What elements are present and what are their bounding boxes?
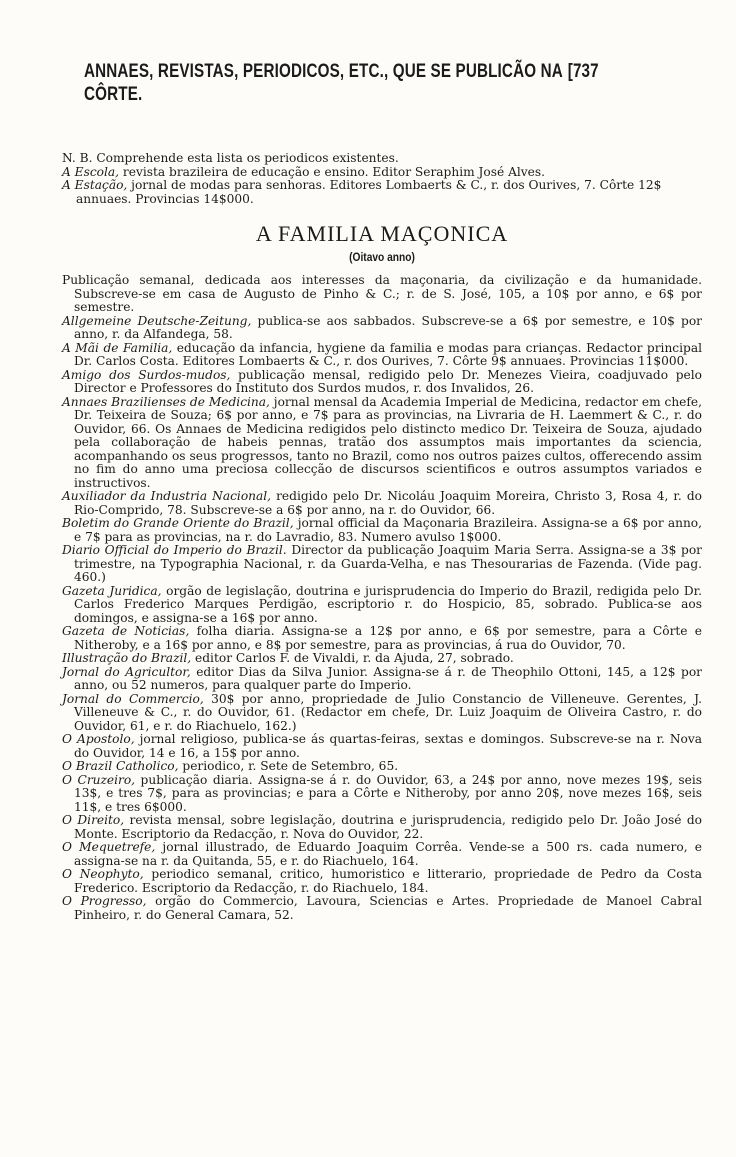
list-item <box>62 868 702 895</box>
entry-text: orgão do Commercio, Lavoura, Sciencias e Artes. Propriedade de Manoel Cabral Pinheiro, r. do General Camara, 52. <box>74 894 702 922</box>
intro-item-text: jornal de modas para senhoras. Editores Lombaerts & C., r. dos Ourives, 7. Côrte 12$ annuaes. Provincias 14$000. <box>76 178 662 206</box>
list-item <box>62 517 702 544</box>
entry-title: Annaes Brazilienses de Medicina, <box>62 394 270 409</box>
list-item <box>62 396 702 491</box>
entry-text: educação da infancia, hygiene da familia e modas para crianças. Redactor principal Dr. Carlos Costa. Editores Lombaerts & C., r. dos Ourives, 7. Côrte 9$ annuaes. Provincias 11$000. <box>74 340 702 369</box>
list-item <box>62 315 702 342</box>
entry-text: redigido pelo Dr. Nicoláu Joaquim Moreira, Christo 3, Rosa 4, r. do Rio-Comprido, 78. Subscreve-se a 6$ por anno, na r. do Ouvidor, 66. <box>74 489 702 517</box>
list-item <box>62 693 702 734</box>
entry-text: publicação diaria. Assigna-se á r. do Ouvidor, 63, a 24$ por anno, nove mezes 19$, seis 13$, e tres 7$, para as provincias; e para a Côrte e Nitheroby, por anno 20$, nove mezes 16$, seis 11$, e tres 6$000. <box>74 772 702 814</box>
list-item <box>62 585 702 626</box>
entry-title: O Cruzeiro, <box>62 772 136 787</box>
header-title: ANNAES, REVISTAS, PERIODICOS, ETC., QUE SE PUBLICÃO NA CÔRTE. <box>84 60 563 105</box>
list-item <box>62 369 702 396</box>
entry-text: publicação mensal, redigido pelo Dr. Menezes Vieira, coadjuvado pelo Director e Professores do Instituto dos Surdos mudos, r. dos Invalidos, 26. <box>74 367 703 396</box>
entry-text: periodico semanal, critico, humoristico e litterario, propriedade de Pedro da Costa Frederico. Escriptorio da Redacção, r. do Riachuelo, 184. <box>74 867 702 895</box>
entry-title: O Mequetrefe, <box>62 840 156 855</box>
intro-item-title: A Estação, <box>62 178 128 193</box>
list-item <box>62 490 702 517</box>
entry-title: O Neophyto, <box>62 867 144 882</box>
entry-text: orgão de legislação, doutrina e jurisprudencia do Imperio do Brazil, redigida pelo Dr. Carlos Frederico Marques Perdigão, escriptorio r. do Hospicio, 85, sobrado. Publica-se aos domingos, e assigna-se a 16$ por anno. <box>74 583 702 625</box>
intro-item <box>62 166 702 180</box>
running-head <box>84 60 724 106</box>
entry-title: Gazeta Juridica, <box>62 583 162 598</box>
intro-item-text: revista brazileira de educação e ensino. Editor Seraphim José Alves. <box>119 164 546 179</box>
entry-text: jornal official da Maçonaria Brazileira. Assigna-se a 6$ por anno, e 7$ para as provincias, na r. do Lavradio, 83. Numero avulso 1$000. <box>74 516 702 544</box>
intro-note: N. B. Comprehende esta lista os periodicos existentes. <box>62 151 399 165</box>
entry-title: Amigo dos Surdos-mudos, <box>62 367 231 382</box>
entry-title: Illustração do Brazil, <box>62 651 192 666</box>
intro-block <box>62 152 702 206</box>
entry-text: Publicação semanal, dedicada aos interesses da maçonaria, da civilização e da humanidade. Subscreve-se em casa de Augusto de Pinho & C.; r. de S. José, 105, a 10$ por anno, e 6$ por semestre. <box>62 273 702 315</box>
list-item <box>62 841 702 868</box>
entry-title: O Brazil Catholico, <box>62 759 179 774</box>
entry-title: Allgemeine Deutsche-Zeitung, <box>62 313 252 328</box>
entry-title: Boletim do Grande Oriente do Brazil, <box>62 516 294 531</box>
entry-title: O Direito, <box>62 813 125 828</box>
page-number: [737 <box>567 60 599 82</box>
entry-title: Auxiliador da Industria Nacional, <box>62 489 272 504</box>
list-item <box>62 652 702 666</box>
entry-text: Director da publicação Joaquim Maria Serra. Assigna-se a 3$ por trimestre, na Typographia Nacional, r. da Guarda-Velha, e nas Thesourarias de Fazenda. (Vide pag. 460.) <box>74 543 702 585</box>
list-item <box>62 274 702 315</box>
entry-title: Jornal do Commercio, <box>62 691 204 706</box>
entry-text: 30$ por anno, propriedade de Julio Constancio de Villeneuve. Gerentes, J. Villeneuve & C., r. do Ouvidor, 61. (Redactor em chefe, Dr. Luiz Joaquim de Oliveira Castro, r. do Ouvidor, 61, e r. do Riachuelo, 162.) <box>74 691 702 733</box>
list-item <box>62 895 702 922</box>
list-item <box>62 625 702 652</box>
entry-title: Diario Official do Imperio do Brazil. <box>62 543 287 558</box>
intro-item-title: A Escola, <box>62 164 120 179</box>
page <box>62 60 702 922</box>
entry-title: Gazeta de Noticias, <box>62 624 190 639</box>
entry-title: A Mãi de Familia, <box>62 340 173 355</box>
entry-title: O Apostolo, <box>62 732 135 747</box>
list-item <box>62 814 702 841</box>
entry-list <box>62 274 702 922</box>
list-item <box>62 666 702 693</box>
list-item <box>62 544 702 585</box>
entry-text: revista mensal, sobre legislação, doutrina e jurisprudencia, redigido pelo Dr. João José do Monte. Escriptorio da Redacção, r. Nova do Ouvidor, 22. <box>74 813 702 841</box>
list-item <box>62 342 702 369</box>
section-subtitle: (Oitavo anno) <box>349 250 415 265</box>
entry-text: jornal illustrado, de Eduardo Joaquim Corrêa. Vende-se a 500 rs. cada numero, e assigna-se na r. da Quitanda, 55, e r. do Riachuelo, 164. <box>74 840 702 868</box>
section-title: A FAMILIA MAÇONICA <box>255 221 509 247</box>
list-item <box>62 760 702 774</box>
list-item <box>62 733 702 760</box>
list-item <box>62 774 702 815</box>
entry-text: publica-se aos sabbados. Subscreve-se a 6$ por semestre, e 10$ por anno, r. da Alfandega, 58. <box>74 313 702 342</box>
entry-text: folha diaria. Assigna-se a 12$ por anno, e 6$ por semestre, para a Côrte e Nitheroby, e a 16$ por anno, e 8$ por semestre, para as provincias, á rua do Ouvidor, 70. <box>74 624 703 652</box>
entry-text: jornal mensal da Academia Imperial de Medicina, redactor em chefe, Dr. Teixeira de Souza; 6$ por anno, e 7$ para as provincias, na Livraria de H. Laemmert & C., r. do Ouvidor, 66. Os Annaes de Medicina redigidos pelo distincto medico Dr. Teixeira de Souza, ajudado pela collaboração de habeis pennas, tratão dos assumptos mais importantes da sciencia, acompanhando os seus progressos, tanto no Brazil, como nos outros paizes cultos, offerecendo assim no fim do anno uma preciosa collecção de discursos scientificos e outros assumptos variados e instructivos. <box>74 394 702 490</box>
entry-text: jornal religioso, publica-se ás quartas-feiras, sextas e domingos. Subscreve-se na r. Nova do Ouvidor, 14 e 16, a 15$ por anno. <box>74 732 702 760</box>
entry-title: O Progresso, <box>62 894 147 909</box>
intro-item <box>62 179 702 206</box>
entry-text: periodico, r. Sete de Setembro, 65. <box>178 759 399 774</box>
entry-title: Jornal do Agricultor, <box>62 664 191 679</box>
entry-text: editor Carlos F. de Vivaldi, r. da Ajuda, 27, sobrado. <box>191 651 514 666</box>
entry-text: editor Dias da Silva Junior. Assigna-se á r. de Theophilo Ottoni, 145, a 12$ por anno, ou 52 numeros, para qualquer parte do Imperio. <box>74 664 702 693</box>
